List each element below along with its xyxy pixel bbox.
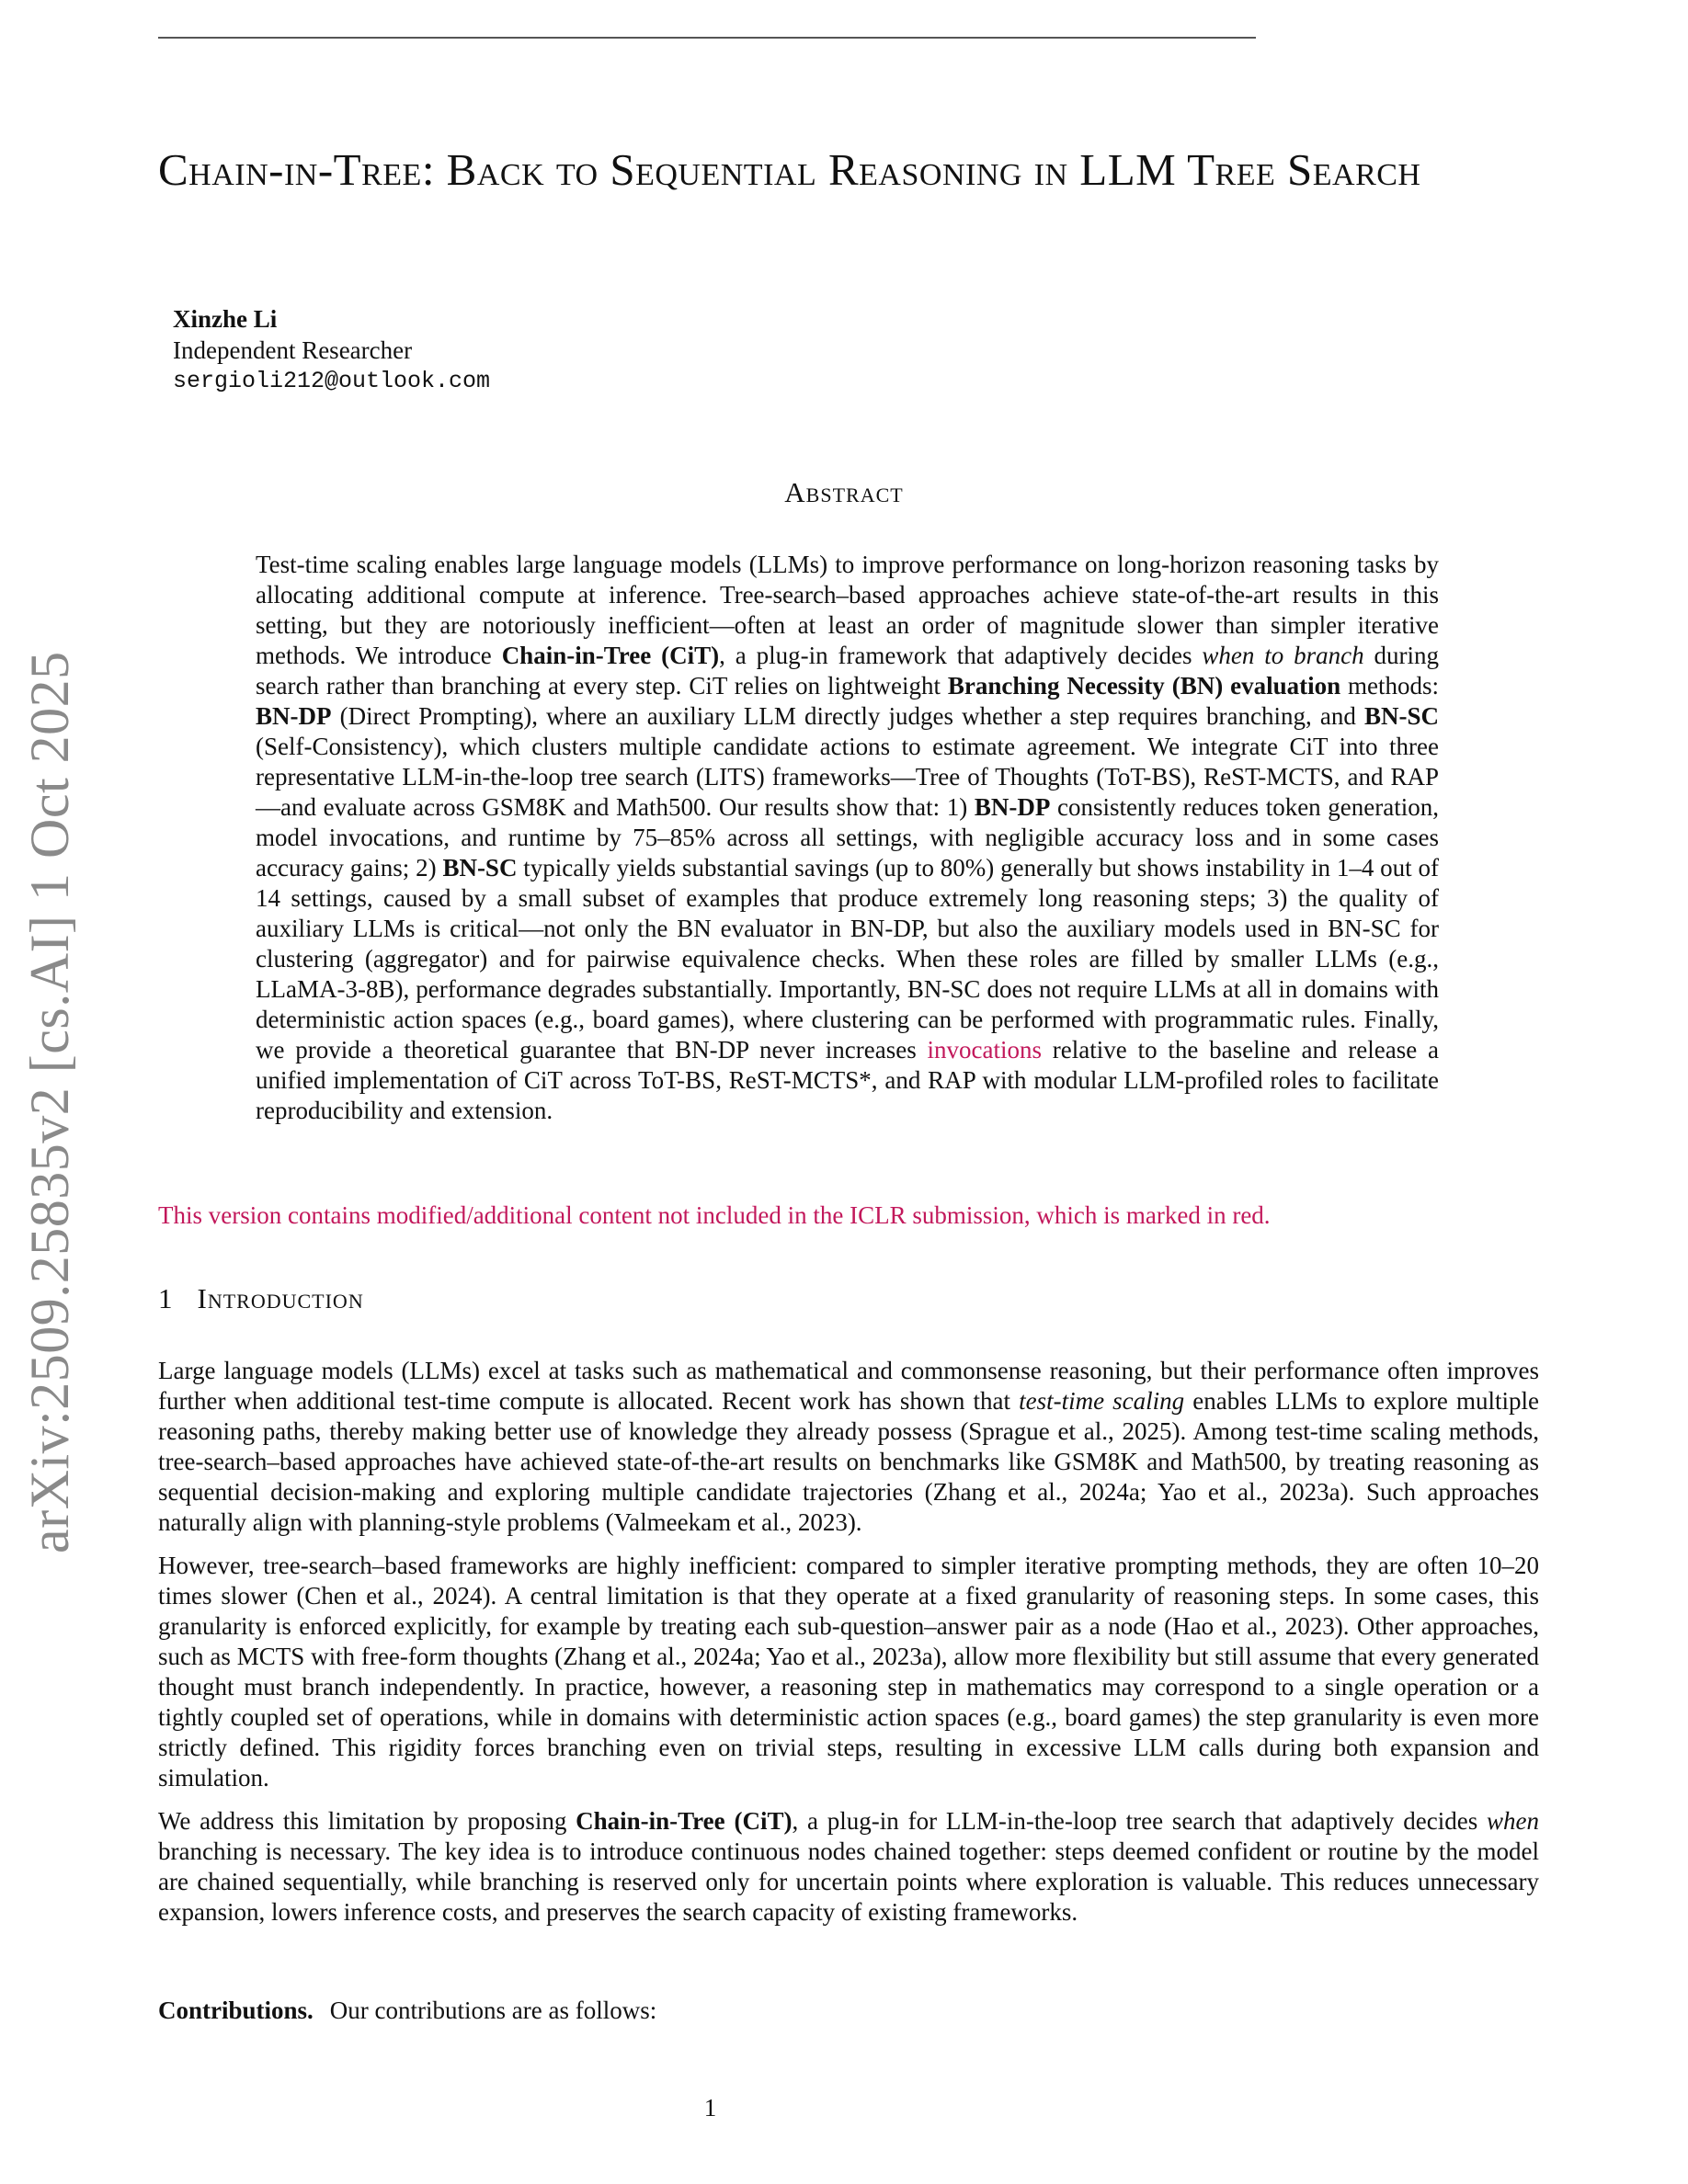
emphasis: when to branch	[1202, 642, 1364, 669]
text-run: methods:	[1340, 672, 1440, 700]
text-run: Test-time scaling enables large language models (LLMs) to improve performance on long-horizon reasoning tasks by allocating additional compute at inference. Tree-search–based approaches achieve state-of-the-art results in this setting, but they are notoriously inefficient—often at least an order of magnitude slower than simpler iterative methods. We introduce	[256, 551, 1439, 669]
bold-term: BN-SC	[1363, 702, 1439, 730]
paragraph	[158, 1806, 1539, 1928]
bold-term: BN-DP	[256, 702, 332, 730]
contributions-text: Our contributions are as follows:	[329, 1996, 657, 2024]
bold-term: Chain-in-Tree (CiT)	[501, 642, 720, 669]
bold-term: Chain-in-Tree (CiT)	[576, 1807, 793, 1835]
author-block	[173, 303, 490, 397]
text-run: typically yields substantial savings (up to 80%) generally but shows instability in 1–4 out of 14 settings, caused by a small subset of examples that produce extremely long reasoning steps; 3) the quality of auxiliary LLMs is critical—not only the BN evaluator in BN-DP, but also the auxiliary models used in BN-SC for clustering (aggregator) and for pairwise equivalence checks. When these roles are filled by smaller LLMs (e.g., LLaMA-3-8B), performance degrades substantially. Importantly, BN-SC does not require LLMs at all in domains with deterministic action spaces (e.g., board games), where clustering can be performed with programmatic rules. Finally, we provide a theoretical guarantee that BN-DP never increases	[256, 854, 1439, 1064]
author-name: Xinzhe Li	[173, 305, 278, 333]
author-email[interactable]: sergioli212@outlook.com	[173, 368, 491, 394]
text-run: (Self-Consistency), which clusters multiple candidate actions to estimate agreement. We integrate CiT into three representative LLM-in-the-loop tree search (LITS) frameworks—Tree of Thoughts (ToT-BS), ReST-MCTS, and RAP—and evaluate across GSM8K and Math500. Our results show that: 1)	[256, 733, 1439, 821]
text-run: relative to the baseline and release a unified implementation of CiT across ToT-BS, ReST-MCTS*, and RAP with modular LLM-profiled roles to facilitate reproducibility and extension.	[256, 1036, 1439, 1124]
text-run: during search rather than branching at every step. CiT relies on lightweight	[256, 642, 1440, 700]
text-run: , a plug-in framework that adaptively decides	[719, 642, 1203, 669]
page-number: 1	[703, 2094, 717, 2121]
revised-text: invocations	[927, 1036, 1042, 1064]
abstract-heading: Abstract	[784, 476, 904, 508]
text-run: enables LLMs to explore multiple reasoning paths, thereby making better use of knowledge they already possess (Sprague et al., 2025). Among test-time scaling methods, tree-search–based approaches have achieved state-of-the-art results on benchmarks like GSM8K and Math500, by treating reasoning as sequential decision-making and exploring multiple candidate trajectories (Zhang et al., 2024a; Yao et al., 2023a). Such approaches naturally align with planning-style problems (Valmeekam et al., 2023).	[158, 1387, 1540, 1536]
text-run: We address this limitation by proposing	[158, 1807, 576, 1835]
introduction-body	[158, 1356, 1539, 1940]
section-heading-introduction	[158, 1282, 364, 1315]
author-affiliation: Independent Researcher	[173, 336, 413, 364]
emphasis: test-time scaling	[1019, 1387, 1185, 1415]
paper-title: Chain-in-Tree: Back to Sequential Reasoning in LLM Tree Search	[158, 144, 1421, 195]
text-run: (Direct Prompting), where an auxiliary LLM directly judges whether a step requires branching, and	[331, 702, 1364, 730]
text-run: consistently reduces token generation, model invocations, and runtime by 75–85% across all settings, with negligible accuracy loss and in some cases accuracy gains; 2)	[256, 793, 1439, 882]
section-number: 1	[158, 1282, 174, 1314]
abstract-body	[256, 550, 1439, 1126]
text-run: Large language models (LLMs) excel at tasks such as mathematical and commonsense reasoning, but their performance often improves further when additional test-time compute is allocated. Recent work has shown that	[158, 1357, 1539, 1415]
section-title: Introduction	[197, 1282, 364, 1314]
paragraph	[158, 1551, 1539, 1793]
text-run: , a plug-in for LLM-in-the-loop tree search that adaptively decides	[792, 1807, 1488, 1835]
arxiv-identifier: arXiv:2509.25835v2 [cs.AI] 1 Oct 2025	[19, 651, 80, 1553]
contributions-lead	[158, 1996, 656, 2025]
paragraph	[158, 1356, 1539, 1538]
revision-notice: This version contains modified/additional content not included in the ICLR submission, which is marked in red.	[158, 1201, 1271, 1229]
text-run: branching is necessary. The key idea is to introduce continuous nodes chained together: steps deemed confident or routine by the model are chained sequentially, while branching is reserved only for uncertain points where exploration is valuable. This reduces unnecessary expansion, lowers inference costs, and preserves the search capacity of existing frameworks.	[158, 1837, 1539, 1926]
bold-term: BN-SC	[442, 854, 518, 882]
bold-term: Branching Necessity (BN) evaluation	[947, 672, 1341, 700]
contributions-label: Contributions.	[158, 1996, 314, 2024]
text-run: However, tree-search–based frameworks are highly inefficient: compared to simpler iterative prompting methods, they are often 10–20 times slower (Chen et al., 2024). A central limitation is that they operate at a fixed granularity of reasoning steps. In some cases, this granularity is enforced explicitly, for example by treating each sub-question–answer pair as a node (Hao et al., 2023). Other approaches, such as MCTS with free-form thoughts (Zhang et al., 2024a; Yao et al., 2023a), allow more flexibility but still assume that every generated thought must branch independently. In practice, however, a reasoning step in mathematics may correspond to a single operation or a tightly coupled set of operations, while in domains with deterministic action spaces (e.g., board games) the step granularity is even more strictly defined. This rigidity forces branching even on trivial steps, resulting in excessive LLM calls during both expansion and simulation.	[158, 1552, 1539, 1792]
emphasis: when	[1487, 1807, 1540, 1835]
header-rule	[158, 37, 1256, 39]
bold-term: BN-DP	[974, 793, 1051, 821]
